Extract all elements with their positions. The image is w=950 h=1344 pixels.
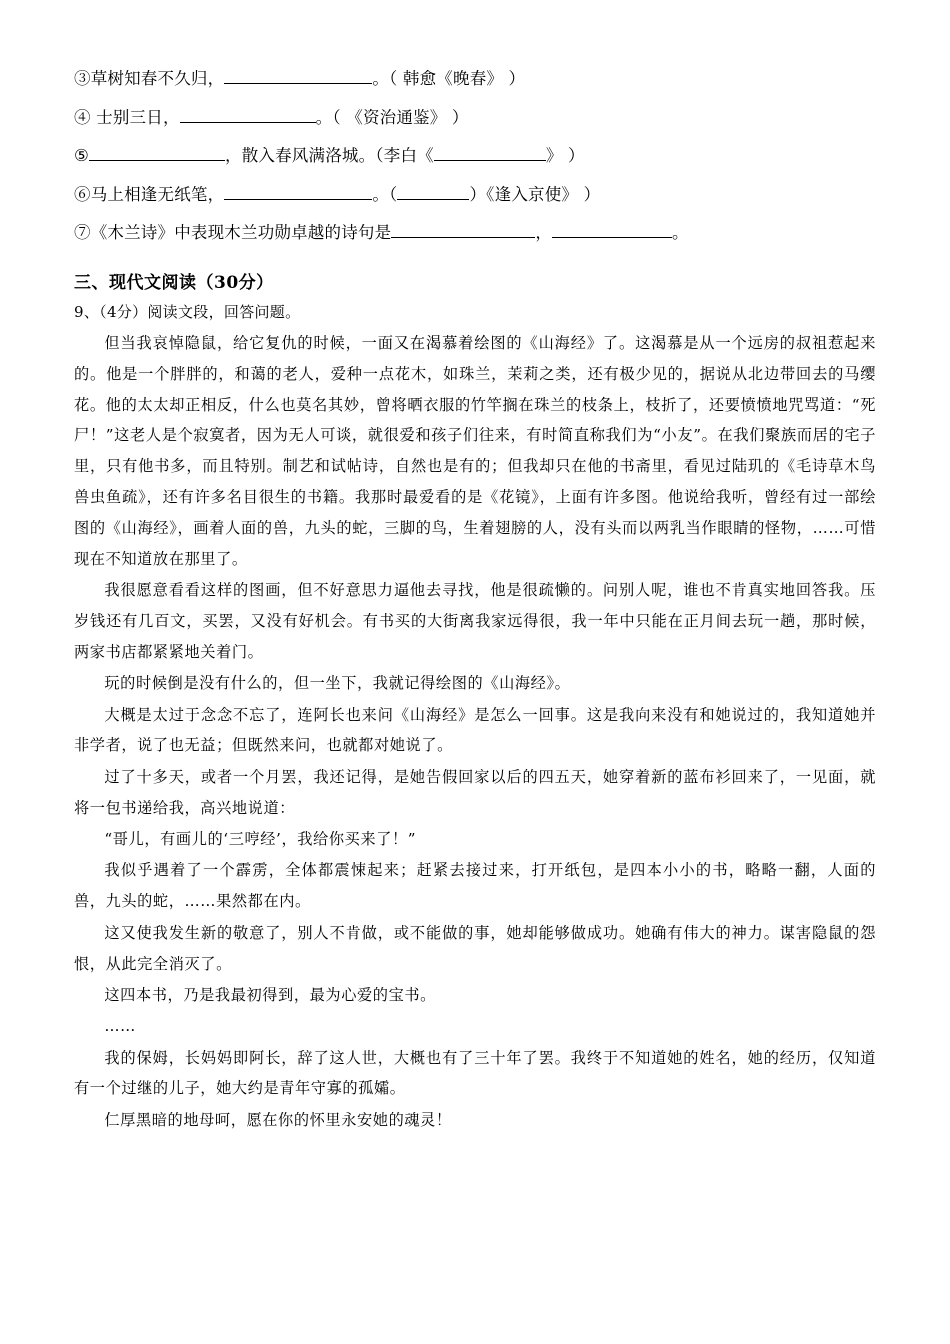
section-title: 三、现代文阅读（30分） xyxy=(74,272,274,293)
question-item-7 xyxy=(74,220,876,246)
passage-paragraph: 过了十多天，或者一个月罢，我还记得，是她告假回家以后的四五天，她穿着新的蓝布衫回来了，一见面，就将一包书递给我，高兴地说道： xyxy=(74,767,876,817)
question-marker: ⑤ xyxy=(74,146,89,166)
question-text-after: ， xyxy=(535,223,553,243)
passage-paragraph-dialogue: “哥儿，有画儿的‘三哼经’，我给你买来了！” xyxy=(104,830,417,849)
question-text-after: 。（ 《资治通鉴》 ） xyxy=(315,107,469,127)
question-text-after: ，散入春风满洛城。（李白《 xyxy=(225,146,434,166)
question-item-6 xyxy=(74,182,876,208)
answer-blank-secondary[interactable] xyxy=(552,221,672,239)
passage-paragraph: 我的保姆，长妈妈即阿长，辞了这人世，大概也有了三十年了罢。我终于不知道她的姓名，她的经历，仅知道有一个过继的儿子，她大约是青年守寡的孤孀。 xyxy=(74,1048,876,1098)
passage-paragraph: 仁厚黑暗的地母呵，愿在你的怀里永安她的魂灵！ xyxy=(104,1110,452,1129)
answer-blank[interactable] xyxy=(391,221,535,239)
answer-blank-secondary[interactable] xyxy=(397,182,469,200)
question-text-end: 》 ） xyxy=(545,146,585,166)
question-text-after: 。（ 韩愈《晚春》 ） xyxy=(372,69,526,88)
question-text-after: 。（ xyxy=(372,184,398,204)
passage-paragraph: 但当我哀悼隐鼠，给它复仇的时候，一面又在渴慕着绘图的《山海经》了。这渴慕是从一个远房的叔祖惹起来的。他是一个胖胖的，和蔼的老人，爱种一点花木，如珠兰，茉莉之类，还有极少见的，据说从北边带回去的马缨花。他的太太却正相反，什么也莫名其妙，曾将晒衣服的竹竿搁在珠兰的枝条上，枝折了，还要愤愤地咒骂道：“死尸！”这老人是个寂寞者，因为无人可谈，就很爱和孩子们往来，有时简直称我们为“小友”。在我们聚族而居的宅子里，只有他书多，而且特别。制艺和试帖诗，自然也是有的；但我却只在他的书斋里，看见过陆玑的《毛诗草木鸟兽虫鱼疏》，还有许多名目很生的书籍。我那时最爱看的是《花镜》，上面有许多图。他说给我听，曾经有过一部绘图的《山海经》，画着人面的兽，九头的蛇，三脚的鸟，生着翅膀的人，没有头而以两乳当作眼睛的怪物，……可惜现在不知道放在那里了。 xyxy=(74,333,876,568)
question-marker: ⑦ xyxy=(74,223,91,243)
question-text-end: ）《逢入京使》 ） xyxy=(469,184,601,204)
question-item-4 xyxy=(74,105,876,131)
reading-passage xyxy=(74,328,876,1136)
question-marker: ③ xyxy=(74,69,91,88)
question-text-before: 马上相逢无纸笔， xyxy=(90,184,225,204)
answer-blank[interactable] xyxy=(224,182,372,200)
fill-in-the-blank-section xyxy=(74,66,876,246)
answer-blank[interactable] xyxy=(89,144,225,162)
passage-ellipsis: …… xyxy=(104,1017,136,1036)
answer-blank-secondary[interactable] xyxy=(434,144,546,162)
passage-paragraph: 我似乎遇着了一个霹雳，全体都震悚起来；赶紧去接过来，打开纸包，是四本小小的书，略略一翻，人面的兽，九头的蛇，……果然都在内。 xyxy=(74,861,876,911)
passage-paragraph: 大概是太过于念念不忘了，连阿长也来问《山海经》是怎么一回事。这是我向来没有和她说过的，我知道她并非学者，说了也无益；但既然来问，也就都对她说了。 xyxy=(74,705,876,755)
passage-paragraph: 我很愿意看看这样的图画，但不好意思力逼他去寻找，他是很疏懒的。问别人呢，谁也不肯真实地回答我。压岁钱还有几百文，买罢，又没有好机会。有书买的大街离我家远得很，我一年中只能在正月间去玩一趟，那时候，两家书店都紧紧地关着门。 xyxy=(74,581,876,661)
answer-blank[interactable] xyxy=(180,105,316,123)
passage-paragraph: 玩的时候倒是没有什么的，但一坐下，我就记得绘图的《山海经》。 xyxy=(104,674,571,693)
question-marker: ④ xyxy=(74,107,91,127)
question-item-5 xyxy=(74,143,876,169)
question-text-before: 草树知春不久归， xyxy=(90,69,225,88)
passage-paragraph: 这四本书，乃是我最初得到，最为心爱的宝书。 xyxy=(104,985,436,1004)
question-9-head: 9、（4分）阅读文段，回答问题。 xyxy=(74,302,301,321)
question-text-end: 。 xyxy=(672,223,689,243)
passage-paragraph: 这又使我发生新的敬意了，别人不肯做，或不能做的事，她却能够做成功。她确有伟大的神力。谋害隐鼠的怨恨，从此完全消灭了。 xyxy=(74,923,876,973)
question-item-3 xyxy=(74,66,876,92)
question-text-before: 《木兰诗》中表现木兰功勋卓越的诗句是 xyxy=(90,223,392,243)
answer-blank[interactable] xyxy=(224,67,372,85)
question-marker: ⑥ xyxy=(74,184,91,204)
question-text-before: 士别三日， xyxy=(90,107,180,127)
